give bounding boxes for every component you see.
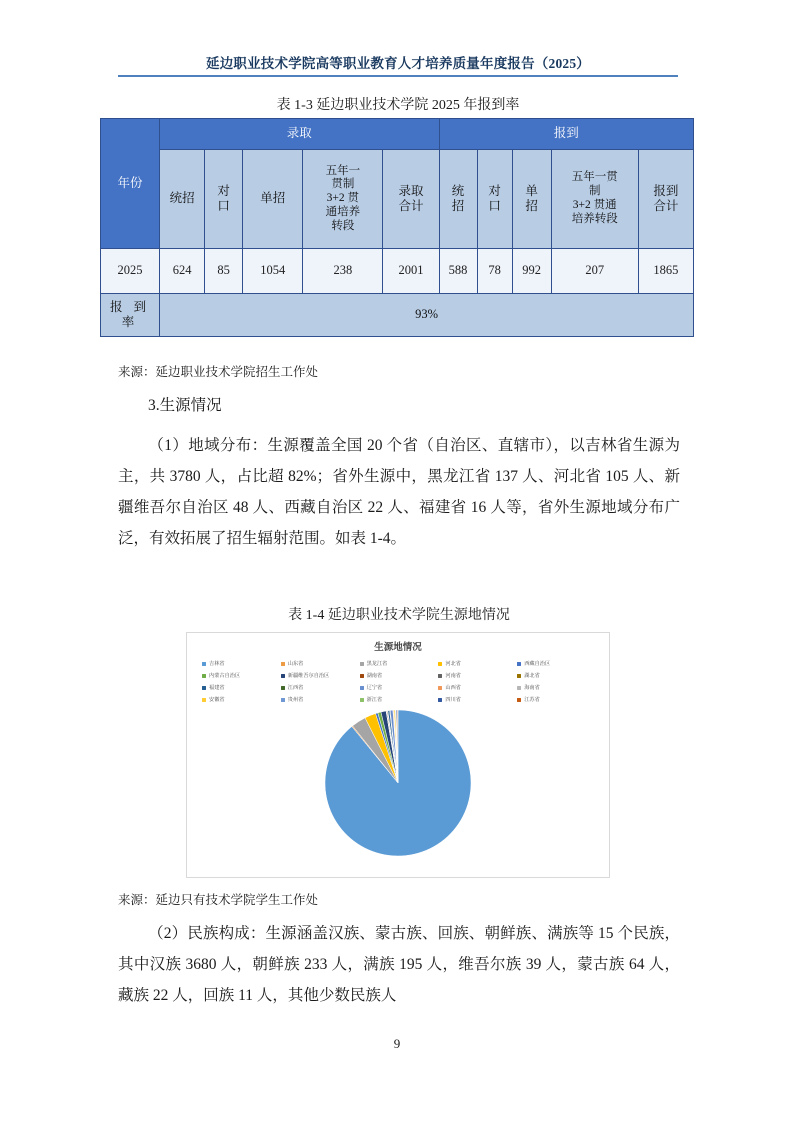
table-1-3-wrapper [100,118,694,337]
cell-luqu-heji: 2001 [383,249,439,294]
header-luqu-heji-line1: 录取 [398,183,424,198]
legend-item[interactable] [360,683,437,693]
legend-item[interactable] [202,671,279,681]
legend-label: 山东省 [287,661,304,667]
legend-item[interactable] [281,659,358,669]
legend-swatch-icon [360,674,364,678]
cell-luqu-tongzhao: 624 [160,249,205,294]
cell-year: 2025 [101,249,160,294]
legend-label: 西藏自治区 [524,661,551,667]
header-luqu-duikou [205,150,243,249]
cell-rate-label [101,294,160,337]
legend-swatch-icon [517,686,521,690]
header-baodao-wunian-line1: 五年一贯 [571,171,618,184]
legend-swatch-icon [438,698,442,702]
header-baodao-tongzhao [439,150,477,249]
header-baodao-duikou-line2: 口 [488,199,501,213]
document-header [118,52,678,77]
legend-swatch-icon [202,662,206,666]
legend-label: 海南省 [524,685,540,691]
legend-label: 四川省 [445,697,461,703]
legend-item[interactable] [517,659,594,669]
section-heading: 3.生源情况 [148,397,222,414]
legend-swatch-icon [517,698,521,702]
cell-baodao-duikou: 78 [477,249,512,294]
legend-item[interactable] [202,695,279,705]
legend-label: 安徽省 [209,697,225,703]
legend-label: 河南省 [445,673,461,679]
legend-swatch-icon [517,674,521,678]
legend-label: 浙江省 [366,697,383,703]
cell-baodao-danzhao: 992 [512,249,551,294]
legend-swatch-icon [438,662,442,666]
header-baodao-tongzhao-line2: 招 [451,199,465,213]
header-luqu-wunian [303,150,383,249]
legend-item[interactable] [438,695,515,705]
legend-label: 湖北省 [524,673,540,679]
cell-baodao-heji: 1865 [638,249,693,294]
pie-svg [323,709,473,857]
legend-label: 新疆维吾尔自治区 [287,673,330,679]
header-title: 延边职业技术学院高等职业教育人才培养质量年度报告（2025） [206,56,590,71]
legend-swatch-icon [438,674,442,678]
table-1-3-source: 来源：延边职业技术学院招生工作处 [118,365,319,379]
legend-label: 江西省 [287,685,304,691]
header-luqu-wunian-line1: 五年一 [325,164,361,177]
legend-label: 贵州省 [287,697,304,703]
source-region-pie-chart [186,632,610,878]
page-number: 9 [393,1036,401,1051]
legend-item[interactable] [517,695,594,705]
table-header-row-sub [101,150,694,249]
header-baodao-wunian-line2: 制 [588,185,601,198]
legend-label: 辽宁省 [366,685,383,691]
table-1-3-caption: 表 1-3 延边职业技术学院 2025 年报到率 [276,98,520,113]
cell-baodao-tongzhao: 588 [439,249,477,294]
legend-item[interactable] [202,683,279,693]
header-baodao-heji [638,150,693,249]
legend-swatch-icon [360,686,364,690]
legend-label: 山西省 [445,685,461,691]
chart-title: 生源地情况 [374,642,422,653]
cell-rate-label-line2: 率 [121,315,139,329]
paragraph-region-distribution [118,430,680,554]
header-luqu-wunian-line5: 转段 [331,219,355,232]
legend-item[interactable] [281,683,358,693]
legend-item[interactable] [202,659,279,669]
legend-label: 河北省 [445,661,461,667]
cell-luqu-danzhao: 1054 [243,249,303,294]
header-baodao-duikou [477,150,512,249]
header-baodao-wunian-line4: 培养转段 [571,212,618,225]
legend-item[interactable] [517,683,594,693]
legend-label: 湖南省 [366,673,383,679]
table-1-4-caption: 表 1-4 延边职业技术学院生源地情况 [288,608,510,623]
legend-label: 吉林省 [209,661,225,667]
legend-swatch-icon [202,698,206,702]
table-row-rate [101,294,694,337]
cell-baodao-wunian: 207 [551,249,638,294]
legend-label: 黑龙江省 [366,661,388,667]
header-luqu-tongzhao: 统招 [160,150,205,249]
table-1-4-source: 来源：延边只有技术学院学生工作处 [118,893,319,907]
legend-item[interactable] [360,695,437,705]
paragraph-1-text: （1）地域分布：生源覆盖全国 20 个省（自治区、直辖市），以吉林省生源为主，共 3780 人，占比超 82%；省外生源中，黑龙江省 137 人、河北省 105 人、新疆维吾尔自治区 48 人、西藏自治区 22 人、福建省 16 人等，省外生源地域分布广泛，有效拓展了招生辐射范围。如表 1-4。 [118,437,680,547]
header-baodao-wunian [551,150,638,249]
legend-item[interactable] [517,671,594,681]
legend-item[interactable] [360,671,437,681]
cell-luqu-duikou: 85 [205,249,243,294]
legend-swatch-icon [281,662,285,666]
paragraph-ethnic-composition [118,918,680,1011]
table-header-row-group [101,119,694,150]
cell-rate-value: 93% [160,294,694,337]
legend-item[interactable] [360,659,437,669]
pie-area [187,709,609,859]
legend-swatch-icon [281,674,285,678]
header-luqu-heji [383,150,439,249]
table-1-3 [100,118,694,337]
header-baodao-heji-line1: 报到 [653,183,679,198]
header-luqu-wunian-line3: 3+2 贯 [326,192,360,205]
header-luqu-duikou-line1: 对 [217,183,230,198]
legend-item[interactable] [281,695,358,705]
header-luqu-duikou-line2: 口 [217,199,230,213]
header-baodao-danzhao [512,150,551,249]
legend-item[interactable] [438,683,515,693]
header-baodao-tongzhao-line1: 统 [451,183,465,198]
legend-swatch-icon [360,698,364,702]
legend-label: 福建省 [209,685,225,691]
table-row [101,249,694,294]
cell-rate-label-line1: 报 到 [109,299,151,314]
legend-item[interactable] [281,671,358,681]
header-luqu-wunian-line4: 通培养 [325,205,361,218]
header-baodao-heji-line2: 合计 [653,199,679,213]
legend-swatch-icon [517,662,521,666]
header-group-baodao: 报到 [439,119,693,150]
header-rule [118,75,678,77]
header-luqu-danzhao: 单招 [243,150,303,249]
paragraph-2-text: （2）民族构成：生源涵盖汉族、蒙古族、回族、朝鲜族、满族等 15 个民族，其中汉族 3680 人，朝鲜族 233 人，满族 195 人，维吾尔族 39 人，蒙古族 64 人，藏族 22 人，回族 11 人，其他少数民族人 [118,925,680,1004]
header-luqu-heji-line2: 合计 [398,199,424,213]
legend-swatch-icon [281,698,285,702]
header-year: 年份 [101,119,160,249]
header-baodao-danzhao-line1: 单 [525,183,538,198]
legend-label: 内蒙古自治区 [209,673,241,679]
header-baodao-wunian-line3: 3+2 贯通 [572,199,617,211]
legend-item[interactable] [438,659,515,669]
header-group-luqu: 录取 [160,119,439,150]
legend-swatch-icon [438,686,442,690]
header-baodao-duikou-line1: 对 [488,183,501,198]
legend-label: 江苏省 [524,697,540,703]
legend-swatch-icon [360,662,364,666]
header-baodao-danzhao-line2: 招 [525,199,538,213]
legend-swatch-icon [281,686,285,690]
cell-luqu-wunian: 238 [303,249,383,294]
chart-legend [202,659,594,705]
header-luqu-wunian-line2: 贯制 [331,178,355,191]
legend-item[interactable] [438,671,515,681]
legend-swatch-icon [202,674,206,678]
legend-swatch-icon [202,686,206,690]
